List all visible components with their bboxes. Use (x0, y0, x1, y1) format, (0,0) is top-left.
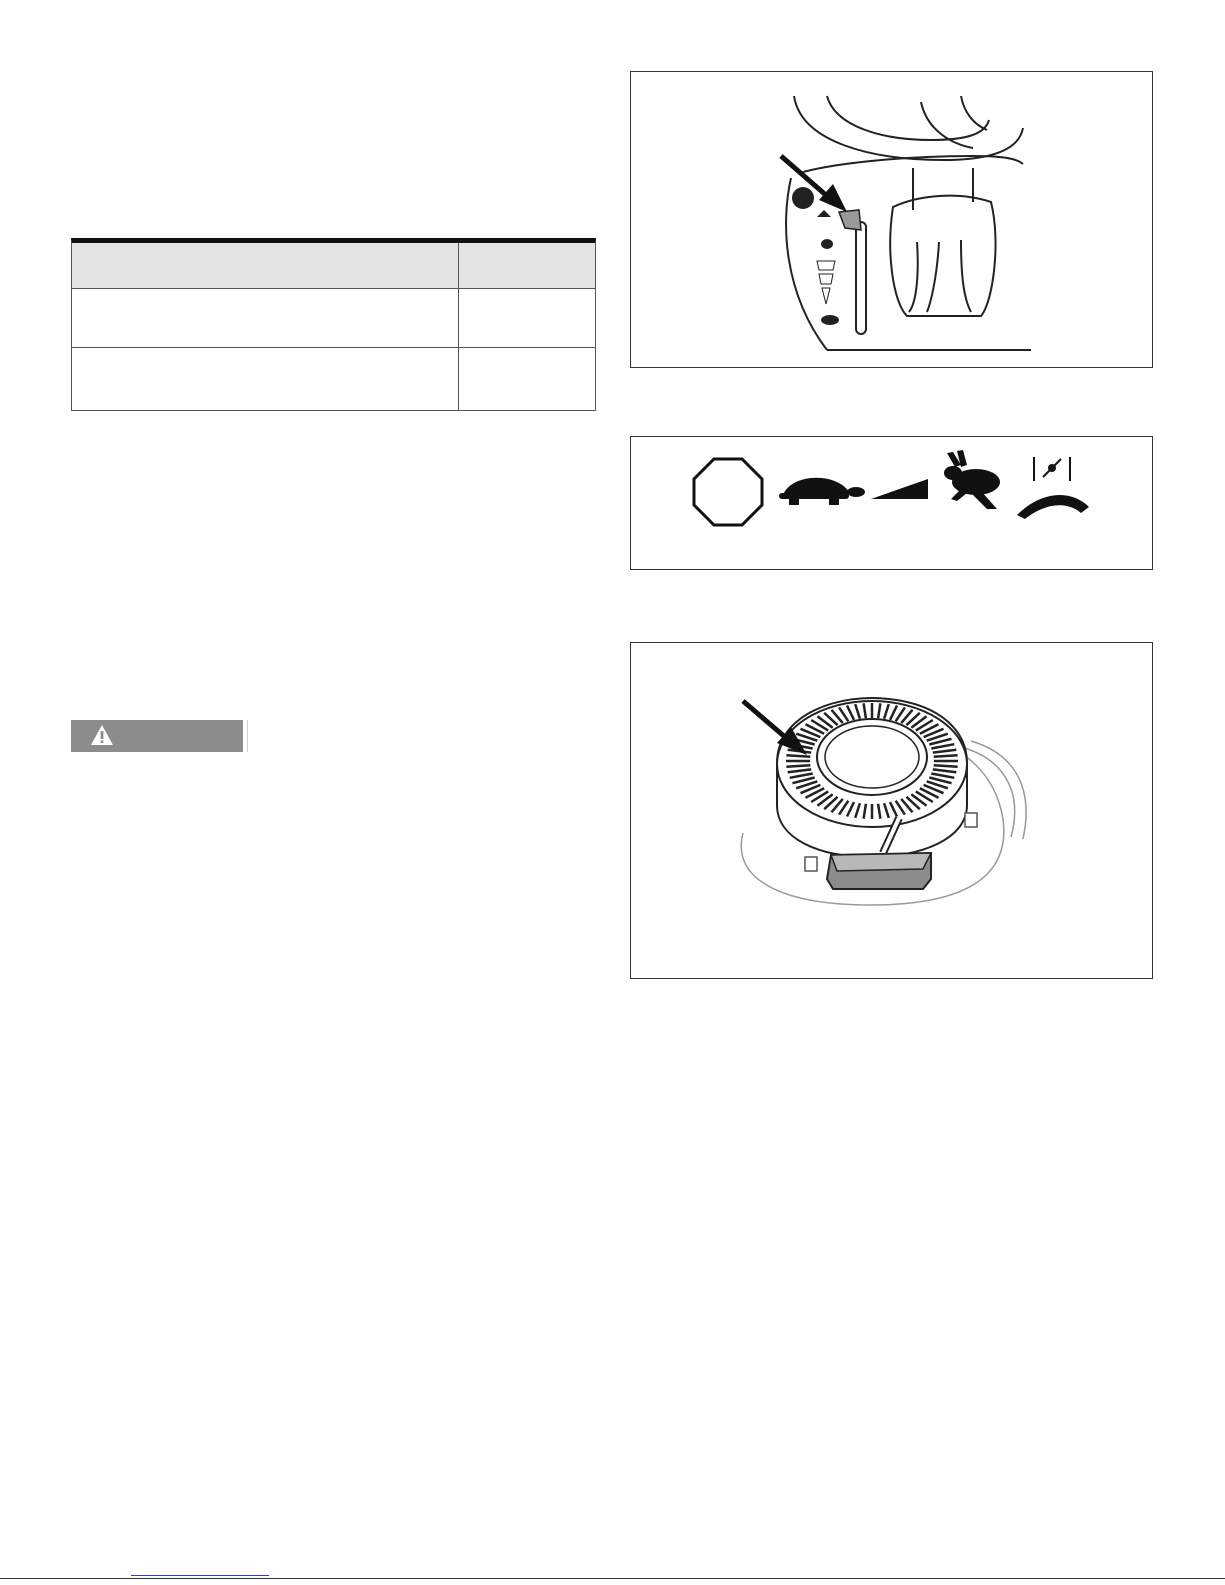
footer-rule (0, 1578, 1225, 1579)
column-divider (458, 243, 459, 410)
fast-rabbit-icon (821, 239, 833, 249)
slow-turtle-icon (779, 478, 865, 505)
throttle-symbols-figure (630, 436, 1153, 570)
vent-slot (934, 755, 958, 757)
row-divider (72, 347, 595, 348)
choke-icon (817, 210, 831, 217)
warning-triangle-icon (90, 724, 114, 746)
spec-table (71, 238, 596, 411)
warning-divider (247, 720, 248, 752)
recoil-starter-illustration (631, 643, 1152, 978)
throttle-control-figure (630, 71, 1153, 368)
vent-slot (786, 755, 810, 757)
warning-banner (71, 720, 243, 752)
variable-speed-wedge-icon (871, 479, 928, 499)
row-divider (72, 288, 595, 289)
stop-octagon-icon (694, 459, 762, 525)
footer-link-underline (131, 1575, 269, 1576)
choke-icon (1017, 457, 1089, 519)
throttle-symbols-illustration (631, 437, 1152, 569)
vent-slot (786, 765, 810, 767)
fast-rabbit-icon (944, 450, 1000, 509)
recoil-starter-figure (630, 642, 1153, 979)
throttle-control-illustration (631, 72, 1152, 367)
slow-turtle-icon (821, 315, 839, 325)
starter-handle-icon (827, 853, 931, 889)
vent-slot (934, 765, 958, 767)
table-header (72, 243, 595, 288)
